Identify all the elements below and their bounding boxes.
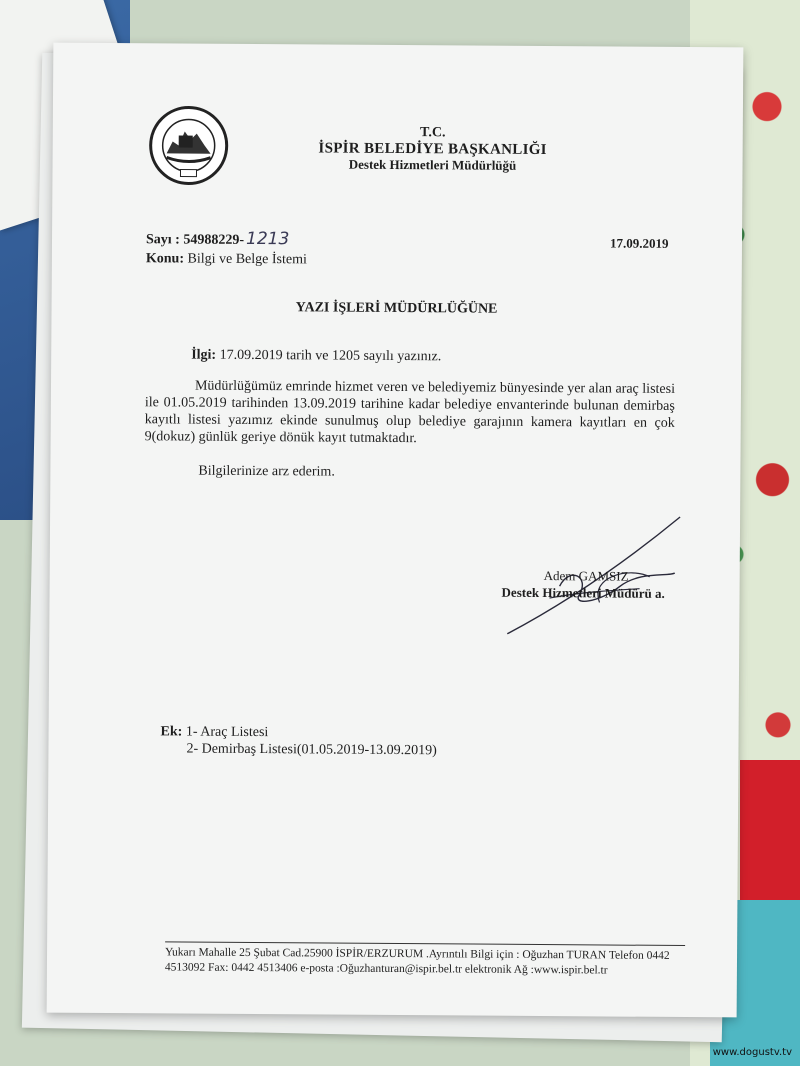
ilgi-text: 17.09.2019 tarih ve 1205 sayılı yazınız.	[219, 347, 442, 365]
letterhead	[252, 124, 612, 175]
body-paragraph: Müdürlüğümüz emrinde hizmet veren ve belediyemiz bünyesinde yer alan araç listesi ile 01.05.2019 tarihinden 13.09.2019 tarihine kadar belediye envanterinde bulunan demirbaş kayıtlı listesi yazımız ekinde sunulmuş olup belediye garajının kamera kayıtları en çok 9(dokuz) günlük geriye dönük kayıt tutmaktadır.	[144, 378, 676, 447]
letterhead-line3: Destek Hizmetleri Müdürlüğü	[348, 156, 517, 173]
background-red-object	[740, 760, 800, 920]
sayi-value: : 54988229-	[175, 232, 245, 248]
footer	[165, 945, 695, 979]
attachment-item-2: 2- Demirbaş Listesi(01.05.2019-13.09.2019)	[186, 741, 437, 759]
handwritten-number: 1213	[245, 228, 290, 250]
reference-line	[191, 348, 441, 366]
attachments-label: Ek:	[160, 724, 183, 740]
konu-label: Konu:	[145, 251, 185, 267]
attachments	[160, 723, 437, 759]
sayi-label: Sayı	[145, 232, 172, 248]
watermark-text: www.dogustv.tv	[712, 1047, 792, 1058]
footer-line1: Yukarı Mahalle 25 Şubat Cad.25900 İSPİR/ERZURUM .Ayrıntılı Bilgi için : Oğuzhan TURAN Telefon 0442	[165, 946, 670, 962]
document-page	[47, 43, 744, 1018]
footer-line2: 4513092 Fax: 0442 4513406 e-posta :Oğuzhanturan@ispir.bel.tr elektronik Ağ :www.ispir.bel.tr	[164, 961, 608, 977]
letterhead-line2: İSPİR BELEDİYE BAŞKANLIĞI	[318, 140, 547, 159]
attachment-item-1: 1- Araç Listesi	[185, 724, 269, 741]
signatory-name: Adem GAMSIZ	[543, 568, 629, 584]
document-meta	[146, 229, 307, 269]
ilgi-label: İlgi:	[191, 347, 217, 363]
signatory-title: Destek Hizmetleri Müdürü a.	[501, 584, 665, 601]
addressee: YAZI İŞLERİ MÜDÜRLÜĞÜNE	[295, 300, 498, 317]
municipality-seal-logo	[148, 105, 229, 186]
konu-value: Bilgi ve Belge İstemi	[187, 251, 307, 268]
letterhead-line1: T.C.	[420, 125, 446, 141]
closing-line: Bilgilerinize arz ederim.	[198, 463, 335, 480]
document-date: 17.09.2019	[609, 235, 669, 251]
